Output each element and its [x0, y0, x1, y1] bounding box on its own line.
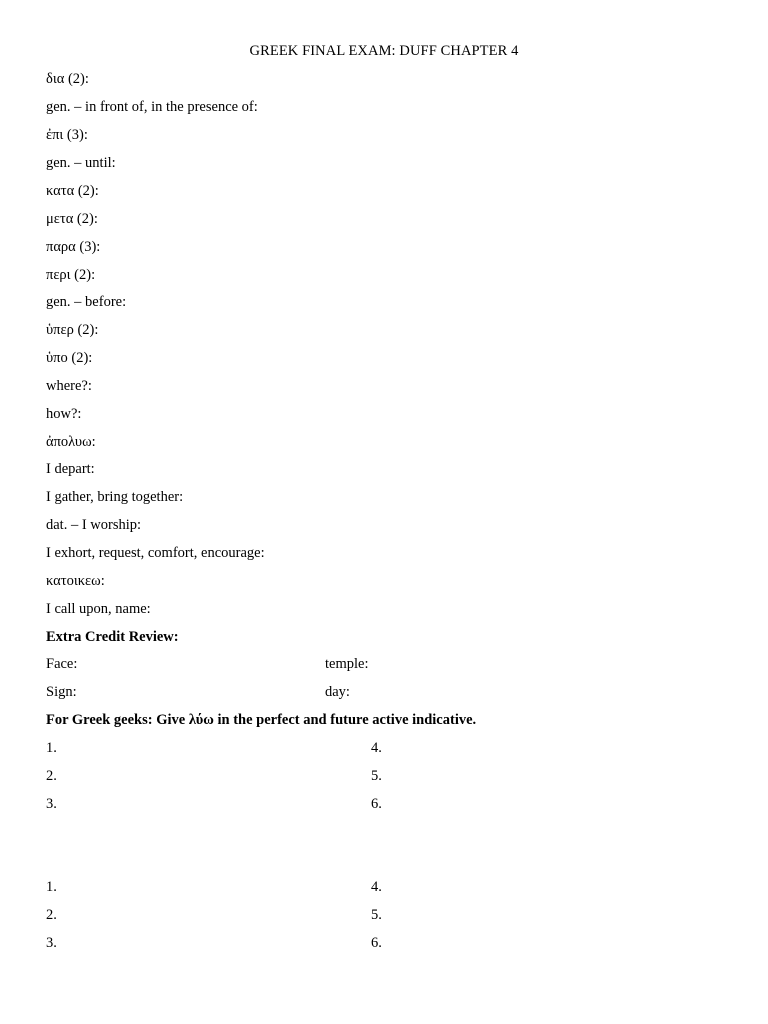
vocab-line: I depart:: [46, 461, 95, 477]
vocab-line: περι (2):: [46, 267, 96, 283]
vocab-line: κατα (2):: [46, 183, 99, 199]
vocab-line: gen. – until:: [46, 155, 116, 171]
answer-number: 4.: [371, 879, 382, 895]
vocab-line: I call upon, name:: [46, 601, 151, 617]
answer-number: 5.: [371, 768, 382, 784]
vocab-line: gen. – in front of, in the presence of:: [46, 99, 258, 115]
extra-credit-heading: Extra Credit Review:: [46, 629, 179, 645]
answer-number: 5.: [371, 907, 382, 923]
answer-number: 3.: [46, 935, 57, 951]
vocab-line: ὑπερ (2):: [46, 322, 99, 338]
extra-credit-item: Sign:: [46, 684, 77, 700]
vocab-line: I exhort, request, comfort, encourage:: [46, 545, 265, 561]
answer-number: 1.: [46, 879, 57, 895]
vocab-line: ἀπολυω:: [46, 434, 96, 450]
answer-number: 3.: [46, 796, 57, 812]
vocab-line: how?:: [46, 406, 82, 422]
answer-number: 2.: [46, 907, 57, 923]
vocab-line: ὑπο (2):: [46, 350, 93, 366]
vocab-line: gen. – before:: [46, 294, 127, 310]
vocab-line: μετα (2):: [46, 211, 98, 227]
vocab-line: κατοικεω:: [46, 573, 105, 589]
vocab-line: παρα (3):: [46, 239, 101, 255]
extra-credit-item: day:: [325, 684, 350, 700]
page-title: GREEK FINAL EXAM: DUFF CHAPTER 4: [249, 43, 519, 59]
vocab-line: I gather, bring together:: [46, 489, 184, 505]
answer-number: 6.: [371, 935, 382, 951]
greek-geeks-heading: For Greek geeks: Give λύω in the perfect and future active indicative.: [46, 712, 477, 728]
answer-number: 1.: [46, 740, 57, 756]
answer-number: 6.: [371, 796, 382, 812]
vocab-line: ἐπι (3):: [46, 127, 88, 143]
extra-credit-item: Face:: [46, 656, 78, 672]
answer-number: 4.: [371, 740, 382, 756]
answer-number: 2.: [46, 768, 57, 784]
extra-credit-item: temple:: [325, 656, 369, 672]
vocab-line: dat. – I worship:: [46, 517, 142, 533]
vocab-line: δια (2):: [46, 71, 89, 87]
vocab-line: where?:: [46, 378, 92, 394]
